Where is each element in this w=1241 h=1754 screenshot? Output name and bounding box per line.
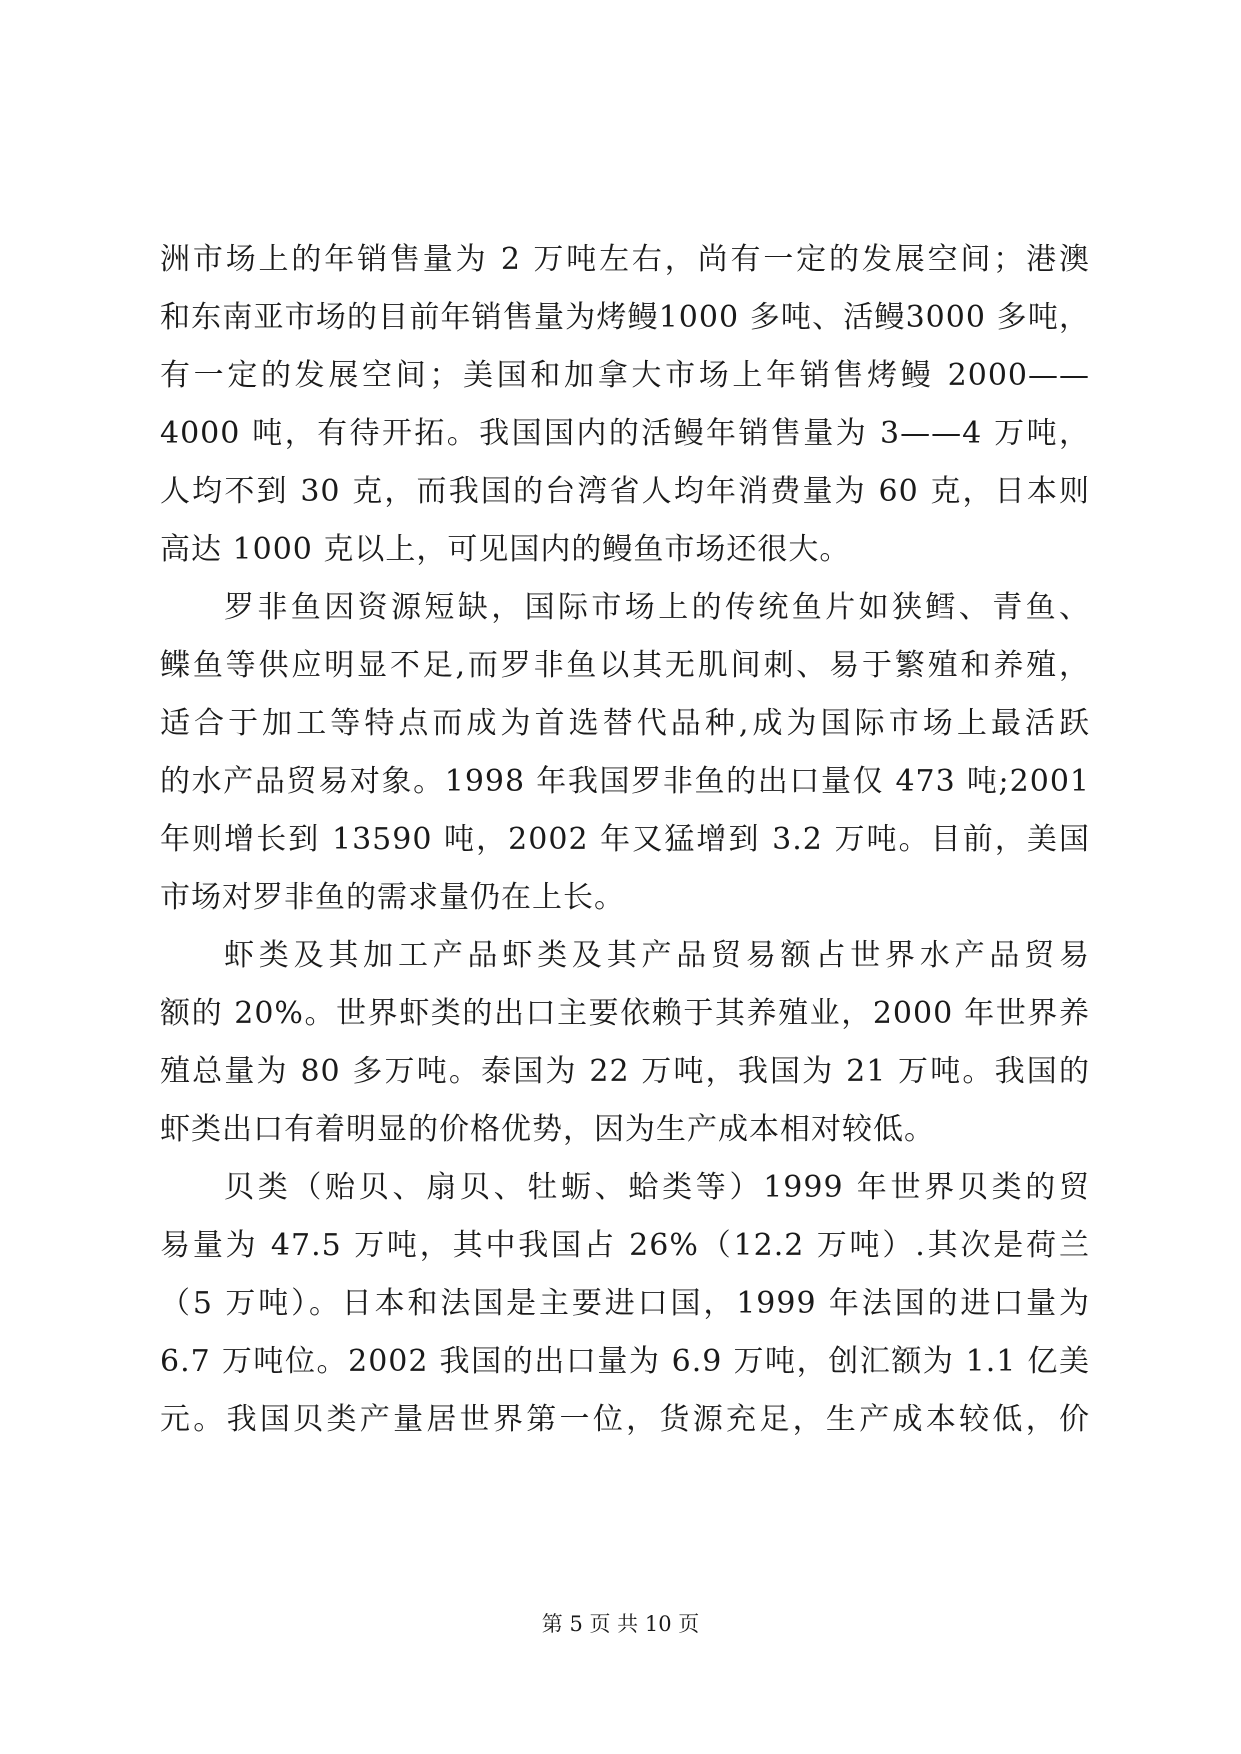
text-line: 额的 20%。世界虾类的出口主要依赖于其养殖业，2000 年世界养 bbox=[160, 996, 1090, 1031]
text-line: 有一定的发展空间；美国和加拿大市场上年销售烤鳗 2000—— bbox=[160, 358, 1090, 393]
text-line: 和东南亚市场的目前年销售量为烤鳗1000 多吨、活鳗3000 多吨， bbox=[160, 300, 1090, 335]
text-line: 鲽鱼等供应明显不足,而罗非鱼以其无肌间刺、易于繁殖和养殖， bbox=[160, 648, 1090, 683]
text-line: 市场对罗非鱼的需求量仍在上长。 bbox=[160, 880, 625, 915]
page-number: 第 5 页 共 10 页 bbox=[541, 1612, 700, 1636]
paragraph-eel-market bbox=[160, 231, 1090, 579]
paragraph-shrimp bbox=[160, 927, 1090, 1159]
text-line: 殖总量为 80 多万吨。泰国为 22 万吨，我国为 21 万吨。我国的 bbox=[160, 1054, 1090, 1089]
text-line: 适合于加工等特点而成为首选替代品种,成为国际市场上最活跃 bbox=[160, 706, 1090, 741]
body-text bbox=[160, 231, 1090, 1449]
text-line: （5 万吨）。日本和法国是主要进口国，1999 年法国的进口量为 bbox=[160, 1286, 1090, 1321]
text-line: 人均不到 30 克，而我国的台湾省人均年消费量为 60 克，日本则 bbox=[160, 474, 1090, 509]
text-line: 易量为 47.5 万吨，其中我国占 26%（12.2 万吨）.其次是荷兰 bbox=[160, 1228, 1090, 1263]
text-line: 元。我国贝类产量居世界第一位，货源充足，生产成本较低，价 bbox=[160, 1402, 1090, 1437]
text-line: 高达 1000 克以上，可见国内的鳗鱼市场还很大。 bbox=[160, 532, 851, 567]
text-line: 6.7 万吨位。2002 我国的出口量为 6.9 万吨，创汇额为 1.1 亿美 bbox=[160, 1344, 1090, 1379]
text-line: 4000 吨，有待开拓。我国国内的活鳗年销售量为 3——4 万吨， bbox=[160, 416, 1090, 451]
paragraph-tilapia bbox=[160, 579, 1090, 927]
text-line: 虾类及其加工产品虾类及其产品贸易额占世界水产品贸易 bbox=[224, 938, 1090, 973]
text-line: 的水产品贸易对象。1998 年我国罗非鱼的出口量仅 473 吨;2001 bbox=[160, 764, 1090, 799]
text-line: 贝类（贻贝、扇贝、牡蛎、蛤类等）1999 年世界贝类的贸 bbox=[224, 1170, 1090, 1205]
paragraph-shellfish bbox=[160, 1159, 1090, 1449]
text-line: 洲市场上的年销售量为 2 万吨左右，尚有一定的发展空间；港澳 bbox=[160, 242, 1090, 277]
page-footer bbox=[0, 1609, 1241, 1639]
text-line: 虾类出口有着明显的价格优势，因为生产成本相对较低。 bbox=[160, 1112, 935, 1147]
text-line: 年则增长到 13590 吨，2002 年又猛增到 3.2 万吨。目前，美国 bbox=[160, 822, 1090, 857]
text-line: 罗非鱼因资源短缺，国际市场上的传统鱼片如狭鳕、青鱼、 bbox=[224, 590, 1090, 625]
